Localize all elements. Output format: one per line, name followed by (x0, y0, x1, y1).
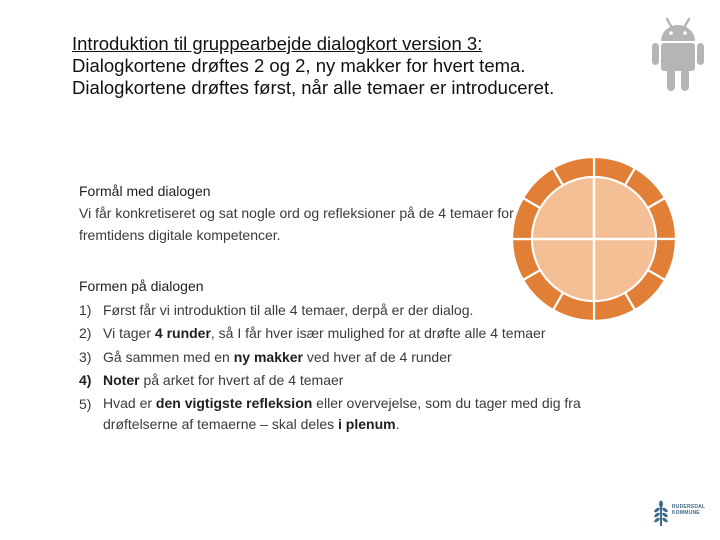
list-text: Først får vi introduktion til alle 4 temaer, derpå er der dialog. (103, 301, 474, 318)
list-item (79, 322, 679, 346)
title-line-1: Introduktion til gruppearbejde dialogkort version 3: (72, 33, 483, 54)
list-item (79, 369, 679, 393)
list-number: 2) (79, 325, 92, 341)
purpose-section (79, 180, 519, 246)
list-number: 1) (79, 301, 92, 318)
municipality-logo (652, 500, 714, 530)
page-title (72, 33, 642, 99)
list-text-line2-pre: drøftelserne af temaerne – skal deles (103, 415, 339, 432)
list-text-pre: Gå sammen med en (103, 348, 234, 365)
list-text-line2-bold: i plenum (338, 415, 396, 432)
list-text-pre: Vi tager (103, 325, 155, 341)
title-line-2: Dialogkortene drøftes 2 og 2, ny makker for hvert tema. (72, 55, 526, 76)
list-number: 4) (79, 372, 92, 388)
list-number: 3) (79, 348, 92, 365)
municipality-logo-icon (652, 500, 670, 528)
title-line-3: Dialogkortene drøftes først, når alle temaer er introduceret. (72, 77, 555, 98)
form-steps-list (79, 299, 679, 435)
list-text-bold: ny makker (233, 348, 304, 365)
logo-text (672, 504, 705, 516)
logo-line-2: KOMMUNE (672, 510, 700, 516)
list-text-post: på arket for hvert af de 4 temaer (139, 372, 344, 388)
list-text-line2-post: . (395, 415, 400, 432)
form-section (79, 275, 679, 435)
purpose-heading: Formål med dialogen (79, 183, 211, 199)
list-text-bold: 4 runder (154, 325, 211, 341)
form-heading: Formen på dialogen (79, 278, 204, 294)
list-item (79, 346, 679, 370)
list-text-post: , så I får hver især mulighed for at drøfte alle 4 temaer (210, 325, 546, 341)
list-text-bold: den vigtigste refleksion (155, 394, 313, 411)
list-text-pre: Hvad er (103, 394, 156, 411)
list-text-bold: Noter (103, 372, 140, 388)
android-robot-icon (652, 16, 704, 94)
list-number: 5) (79, 395, 92, 412)
list-item (79, 299, 679, 323)
purpose-text: Vi får konkretiseret og sat nogle ord og refleksioner på de 4 temaer for fremtidens digitale kompetencer. (79, 205, 514, 243)
list-text-post: ved hver af de 4 runder (303, 348, 452, 365)
list-item (79, 393, 679, 435)
list-text-post: eller overvejelse, som du tager med dig fra (312, 394, 581, 411)
logo-line-1: RUDERSDAL (672, 504, 706, 510)
